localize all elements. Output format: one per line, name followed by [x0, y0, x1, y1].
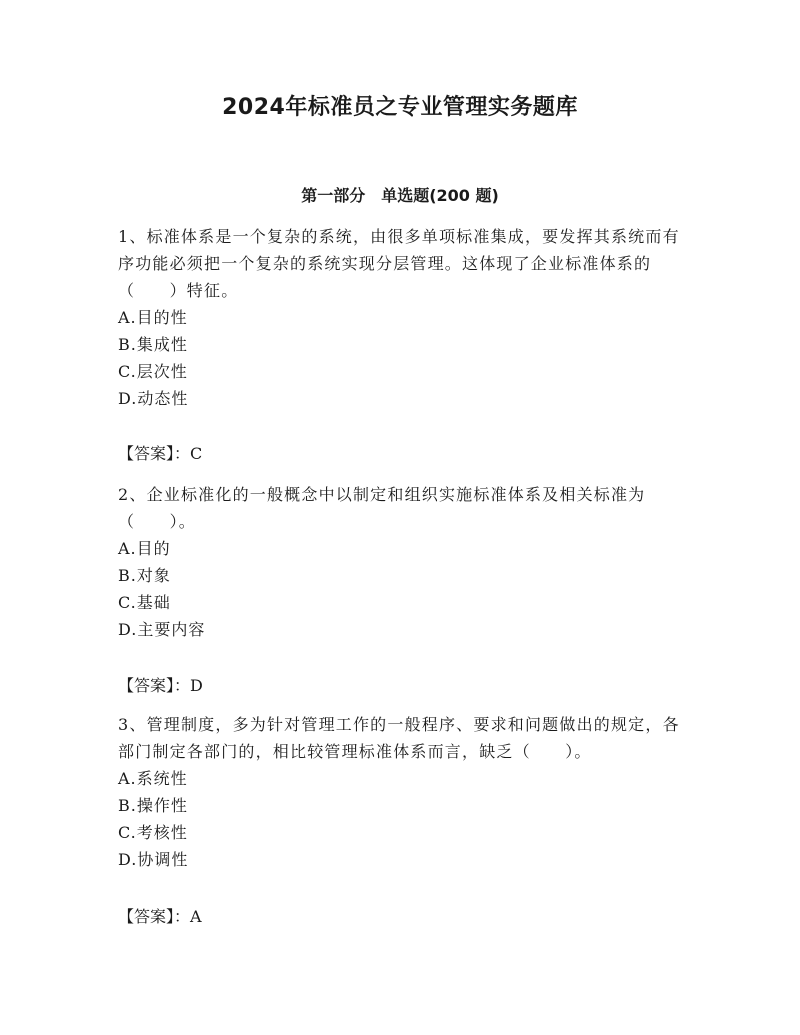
option-a: A.系统性: [118, 769, 188, 788]
answer-1: [118, 440, 203, 467]
option-c: C.考核性: [118, 823, 188, 842]
section-part-label: 第一部分: [301, 186, 366, 205]
answer-value: C: [190, 444, 204, 463]
answer-value: A: [190, 907, 203, 926]
question-stem: 3、管理制度，多为针对管理工作的一般程序、要求和问题做出的规定，各部门制定各部门的，相比较管理标准体系而言，缺乏（ ）。: [118, 715, 680, 761]
question-3: [118, 711, 688, 873]
question-stem: 1、标准体系是一个复杂的系统，由很多单项标准集成，要发挥其系统而有序功能必须把一个复杂的系统实现分层管理。这体现了企业标准体系的（ ）特征。: [118, 227, 680, 300]
answer-3: [118, 903, 203, 930]
answer-label: 【答案】：: [118, 676, 191, 695]
option-a: A.目的: [118, 539, 171, 558]
question-2: [118, 481, 688, 643]
section-heading: [0, 183, 800, 209]
document-title: 2024年标准员之专业管理实务题库: [222, 95, 578, 120]
option-d: D.主要内容: [118, 620, 206, 639]
question-1: [118, 223, 688, 412]
option-c: C.层次性: [118, 362, 188, 381]
option-b: B.操作性: [118, 796, 188, 815]
option-b: B.对象: [118, 566, 171, 585]
option-a: A.目的性: [118, 308, 188, 327]
answer-value: D: [190, 676, 204, 695]
answer-2: [118, 672, 204, 699]
option-d: D.动态性: [118, 389, 189, 408]
option-b: B.集成性: [118, 335, 188, 354]
answer-label: 【答案】：: [118, 907, 191, 926]
answer-label: 【答案】：: [118, 444, 191, 463]
section-type-label: 单选题(200 题): [381, 186, 499, 205]
question-stem: 2、企业标准化的一般概念中以制定和组织实施标准体系及相关标准为（ ）。: [118, 485, 646, 531]
option-c: C.基础: [118, 593, 171, 612]
option-d: D.协调性: [118, 850, 189, 869]
